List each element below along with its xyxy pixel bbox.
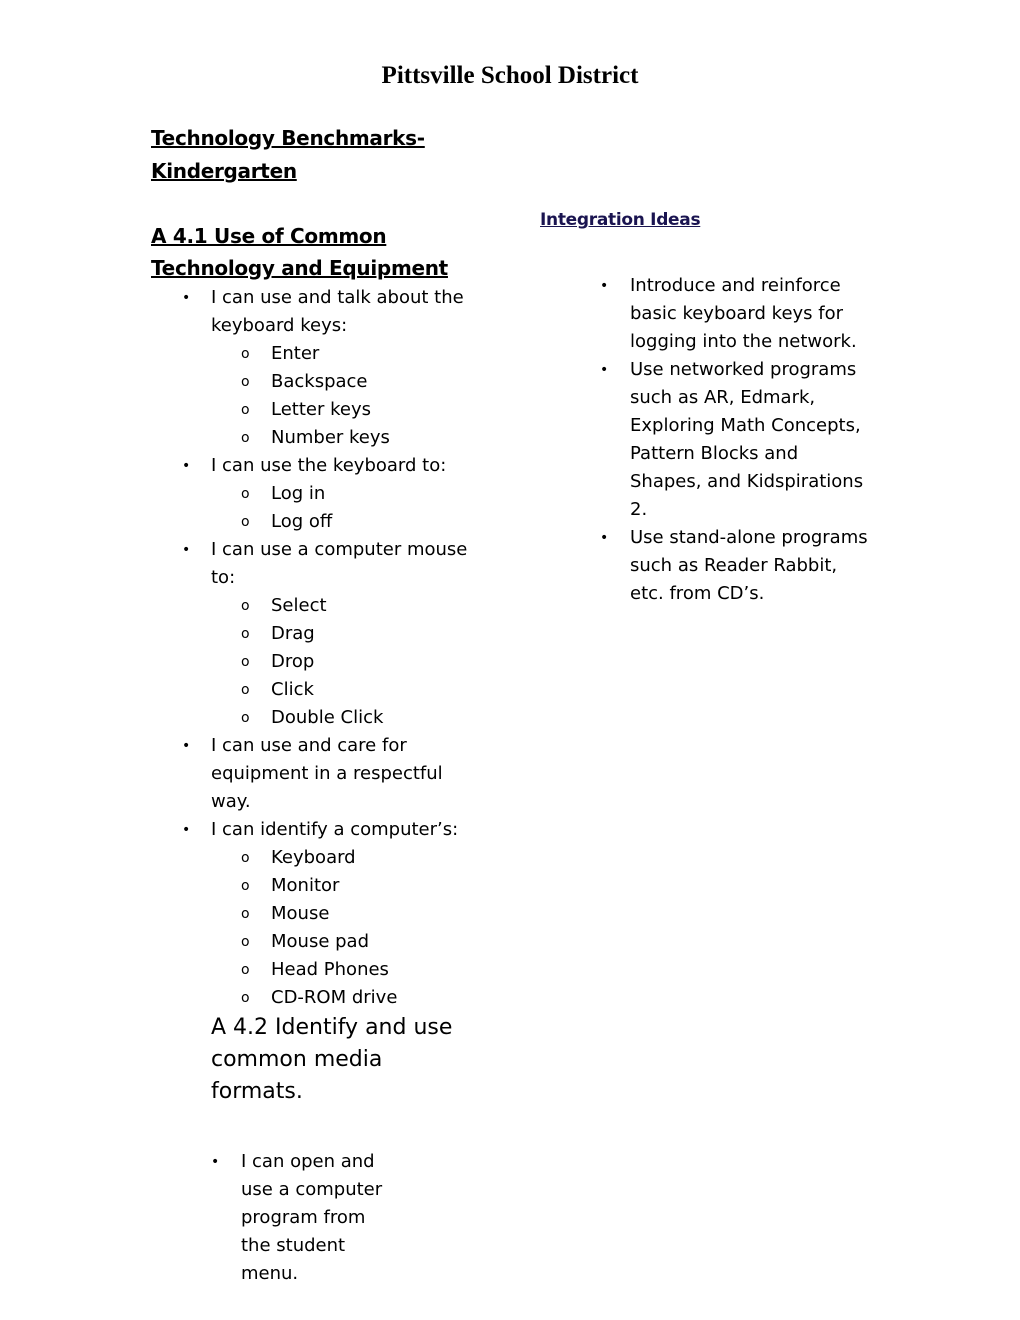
- circle-bullet-icon: o: [241, 402, 250, 418]
- list-item-text: Use stand-alone programs such as Reader Rabbit, etc. from CD’s.: [630, 527, 868, 604]
- sub-list: [211, 844, 481, 1012]
- list-item-text: I can use the keyboard to:: [211, 455, 447, 476]
- circle-bullet-icon: o: [241, 906, 250, 922]
- list-item-text: I can use and care for equipment in a respectful way.: [211, 735, 443, 812]
- list-item: [540, 272, 875, 356]
- list-item: [151, 452, 481, 536]
- list-item-text: I can open and use a computer program from the student menu.: [241, 1151, 383, 1284]
- sub-list-item-text: Log in: [271, 483, 326, 504]
- bullet-icon: •: [182, 822, 191, 838]
- sub-list-item: [211, 900, 481, 928]
- sub-list-item-text: Head Phones: [271, 959, 389, 980]
- sub-list-item-text: Drop: [271, 651, 315, 672]
- circle-bullet-icon: o: [241, 934, 250, 950]
- integration-column: [540, 206, 880, 608]
- list-item: [151, 1148, 391, 1288]
- sub-list-item: [211, 956, 481, 984]
- list-item: [540, 356, 875, 524]
- sub-list-item-text: Mouse: [271, 903, 330, 924]
- sub-list-item: [211, 340, 481, 368]
- sub-list-item: [211, 592, 481, 620]
- sub-list-item: [211, 396, 481, 424]
- circle-bullet-icon: o: [241, 710, 250, 726]
- circle-bullet-icon: o: [241, 850, 250, 866]
- sub-list-item-text: CD-ROM drive: [271, 987, 398, 1008]
- circle-bullet-icon: o: [241, 878, 250, 894]
- list-item: [151, 732, 481, 816]
- document-title: Technology Benchmarks- Kindergarten: [151, 126, 425, 183]
- sub-list-item: [211, 424, 481, 452]
- circle-bullet-icon: o: [241, 486, 250, 502]
- sub-list-item-text: Drag: [271, 623, 315, 644]
- sub-list-item: [211, 368, 481, 396]
- bullet-icon: •: [182, 738, 191, 754]
- sub-list-item-text: Enter: [271, 343, 320, 364]
- circle-bullet-icon: o: [241, 430, 250, 446]
- sub-list-item: [211, 648, 481, 676]
- sub-list-item: [211, 844, 481, 872]
- benchmarks-column: [151, 220, 481, 1288]
- integration-ideas-list: [540, 272, 880, 608]
- sub-list: [211, 592, 481, 732]
- list-item-text: I can use a computer mouse to:: [211, 539, 468, 588]
- list-item: [151, 536, 481, 732]
- bullet-icon: •: [600, 362, 609, 378]
- sub-list-item-text: Click: [271, 679, 314, 700]
- sub-list-item-text: Backspace: [271, 371, 368, 392]
- section-a41-list: [151, 284, 481, 1012]
- bullet-icon: •: [182, 458, 191, 474]
- section-a42-list: [151, 1148, 481, 1288]
- sub-list-item-text: Monitor: [271, 875, 340, 896]
- bullet-icon: •: [600, 530, 609, 546]
- integration-ideas-heading: Integration Ideas: [540, 210, 701, 230]
- sub-list-item: [211, 620, 481, 648]
- sub-list-item-text: Double Click: [271, 707, 384, 728]
- sub-list-item-text: Mouse pad: [271, 931, 370, 952]
- section-a42-heading: A 4.2 Identify and use common media formats.: [211, 1015, 453, 1104]
- sub-list-item: [211, 508, 481, 536]
- circle-bullet-icon: o: [241, 346, 250, 362]
- circle-bullet-icon: o: [241, 374, 250, 390]
- list-item: [151, 284, 481, 452]
- sub-list-item: [211, 676, 481, 704]
- list-item-text: Introduce and reinforce basic keyboard keys for logging into the network.: [630, 275, 857, 352]
- sub-list-item: [211, 704, 481, 732]
- section-a41-heading: A 4.1 Use of Common Technology and Equipment: [151, 224, 448, 280]
- sub-list-item: [211, 480, 481, 508]
- bullet-icon: •: [182, 290, 191, 306]
- circle-bullet-icon: o: [241, 514, 250, 530]
- sub-list-item-text: Select: [271, 595, 327, 616]
- sub-list-item-text: Letter keys: [271, 399, 371, 420]
- list-item-text: I can use and talk about the keyboard keys:: [211, 287, 464, 336]
- circle-bullet-icon: o: [241, 990, 250, 1006]
- sub-list-item: [211, 872, 481, 900]
- circle-bullet-icon: o: [241, 598, 250, 614]
- circle-bullet-icon: o: [241, 626, 250, 642]
- sub-list-item-text: Log off: [271, 511, 333, 532]
- bullet-icon: •: [600, 278, 609, 294]
- sub-list: [211, 480, 481, 536]
- list-item-text: I can identify a computer’s:: [211, 819, 459, 840]
- district-title: Pittsville School District: [381, 62, 639, 89]
- circle-bullet-icon: o: [241, 682, 250, 698]
- sub-list: [211, 340, 481, 452]
- circle-bullet-icon: o: [241, 962, 250, 978]
- list-item: [151, 816, 481, 1012]
- sub-list-item-text: Number keys: [271, 427, 390, 448]
- list-item-text: Use networked programs such as AR, Edmark, Exploring Math Concepts, Pattern Blocks and Shapes, and Kidspirations 2.: [630, 359, 864, 520]
- sub-list-item: [211, 984, 481, 1012]
- list-item: [540, 524, 875, 608]
- bullet-icon: •: [182, 542, 191, 558]
- sub-list-item: [211, 928, 481, 956]
- bullet-icon: •: [211, 1154, 220, 1170]
- circle-bullet-icon: o: [241, 654, 250, 670]
- sub-list-item-text: Keyboard: [271, 847, 356, 868]
